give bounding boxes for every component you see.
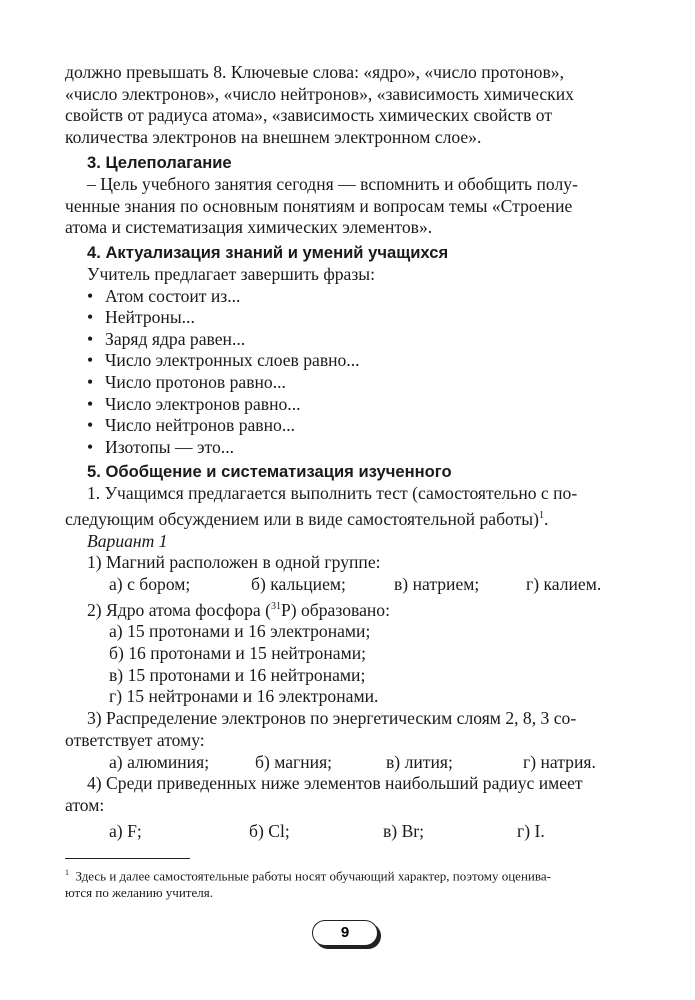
paragraph-line: 3) Распределение электронов по энергетическим слоям 2, 8, 3 со-	[87, 708, 577, 729]
section-3-heading: 3. Целеполагание	[87, 152, 232, 172]
option-a: а) алюминия;	[109, 751, 210, 772]
list-item	[87, 437, 627, 459]
question-2-text: 2) Ядро атома фосфора (	[87, 599, 271, 620]
list-item-text: Изотопы — это...	[105, 436, 234, 457]
footnote-ref: 1	[538, 510, 544, 522]
list-item-text: Нейтроны...	[105, 307, 195, 328]
option-c: в) 15 протонами и 16 нейтронами;	[109, 664, 366, 685]
paragraph-line: 4) Среди приведенных ниже элементов наибольший радиус имеет	[87, 773, 583, 794]
question-2-options	[65, 621, 627, 708]
section-4-lead: Учитель предлагает завершить фразы:	[87, 263, 375, 284]
option-a: а) F;	[109, 820, 142, 841]
list-item-text: Число электронных слоев равно...	[105, 350, 360, 371]
paragraph-line: 1. Учащимся предлагается выполнить тест (самостоятельно с по-	[87, 483, 578, 504]
intro-line: свойств от радиуса атома», «зависимость химических свойств от	[65, 105, 553, 126]
option-d: г) 15 нейтронами и 16 электронами.	[109, 686, 379, 707]
option-c: в) лития;	[386, 751, 453, 772]
bullet-icon: •	[87, 393, 94, 414]
paragraph-line	[65, 505, 627, 531]
question-2-text-end: P) образовано:	[280, 599, 390, 620]
option-d: г) калием.	[526, 574, 602, 595]
section-3-paragraph	[65, 174, 627, 239]
option-d: г) натрия.	[523, 751, 596, 772]
list-item-text: Заряд ядра равен...	[105, 328, 246, 349]
list-item	[87, 415, 627, 437]
paragraph-line: атом:	[65, 794, 105, 815]
option-b: б) Cl;	[249, 820, 290, 841]
list-item-text: Атом состоит из...	[105, 285, 241, 306]
paragraph-line: ответствует атому:	[65, 729, 205, 750]
paragraph-line: ченные знания по основным понятиям и вопросам темы «Строение	[65, 195, 573, 216]
question-4-options	[65, 821, 627, 843]
list-item-text: Число нейтронов равно...	[105, 415, 296, 436]
question-1: 1) Магний расположен в одной группе:	[87, 552, 381, 573]
footnote-divider	[65, 858, 190, 859]
bullet-icon: •	[87, 285, 94, 306]
question-1-options	[65, 574, 627, 596]
list-item-text: Число протонов равно...	[105, 372, 286, 392]
bullet-icon: •	[87, 372, 94, 392]
intro-line: «число электронов», «число нейтронов», «зависимость химических	[65, 83, 574, 104]
list-item	[87, 307, 627, 329]
footnote	[65, 864, 627, 901]
paragraph-line: атома и систематизация химических элементов».	[65, 217, 433, 238]
section-5-lead	[65, 483, 627, 530]
bullet-icon: •	[87, 436, 94, 457]
footnote-mark: 1	[65, 868, 69, 877]
option-b: б) магния;	[255, 751, 333, 772]
question-4	[65, 773, 627, 816]
question-3	[65, 708, 627, 751]
intro-paragraph	[65, 62, 627, 149]
option-c: в) натрием;	[394, 574, 480, 595]
footnote-line: ются по желанию учителя.	[65, 885, 213, 901]
footnote-line	[65, 864, 627, 884]
bullet-icon: •	[87, 350, 94, 371]
option-c: в) Br;	[383, 820, 425, 841]
bullet-icon: •	[87, 307, 94, 328]
variant-title: Вариант 1	[87, 530, 168, 551]
list-item	[87, 286, 627, 308]
list-item-text: Число электронов равно...	[105, 393, 301, 414]
phrase-list	[65, 286, 627, 459]
section-5-heading: 5. Обобщение и систематизация изученного	[87, 462, 452, 482]
footnote-text: Здесь и далее самостоятельные работы носят обучающий характер, поэтому оценива-	[75, 868, 551, 884]
list-item	[87, 350, 627, 372]
option-b: б) 16 протонами и 15 нейтронами;	[109, 643, 367, 664]
intro-line: должно превышать 8. Ключевые слова: «ядро», «число протонов»,	[65, 62, 564, 82]
list-item	[87, 372, 627, 394]
page-content	[65, 62, 627, 842]
bullet-icon: •	[87, 415, 94, 436]
mass-number: 31	[270, 600, 281, 612]
lead-text: следующим обсуждением или в виде самостоятельной работы)	[65, 508, 539, 529]
section-4-heading: 4. Актуализация знаний и умений учащихся	[87, 242, 449, 262]
intro-line: количества электронов на внешнем электронном слое».	[65, 127, 482, 148]
bullet-icon: •	[87, 328, 94, 349]
page-number: 9	[312, 920, 378, 946]
list-item	[87, 394, 627, 416]
option-d: г) I.	[517, 820, 545, 841]
paragraph-line: – Цель учебного занятия сегодня — вспомнить и обобщить полу-	[87, 173, 578, 194]
option-a: а) 15 протонами и 16 электронами;	[109, 621, 371, 642]
question-2	[65, 596, 627, 622]
option-a: а) с бором;	[109, 574, 191, 595]
lead-end: .	[543, 508, 549, 529]
question-3-options	[65, 752, 627, 774]
option-b: б) кальцием;	[251, 574, 346, 595]
list-item	[87, 329, 627, 351]
